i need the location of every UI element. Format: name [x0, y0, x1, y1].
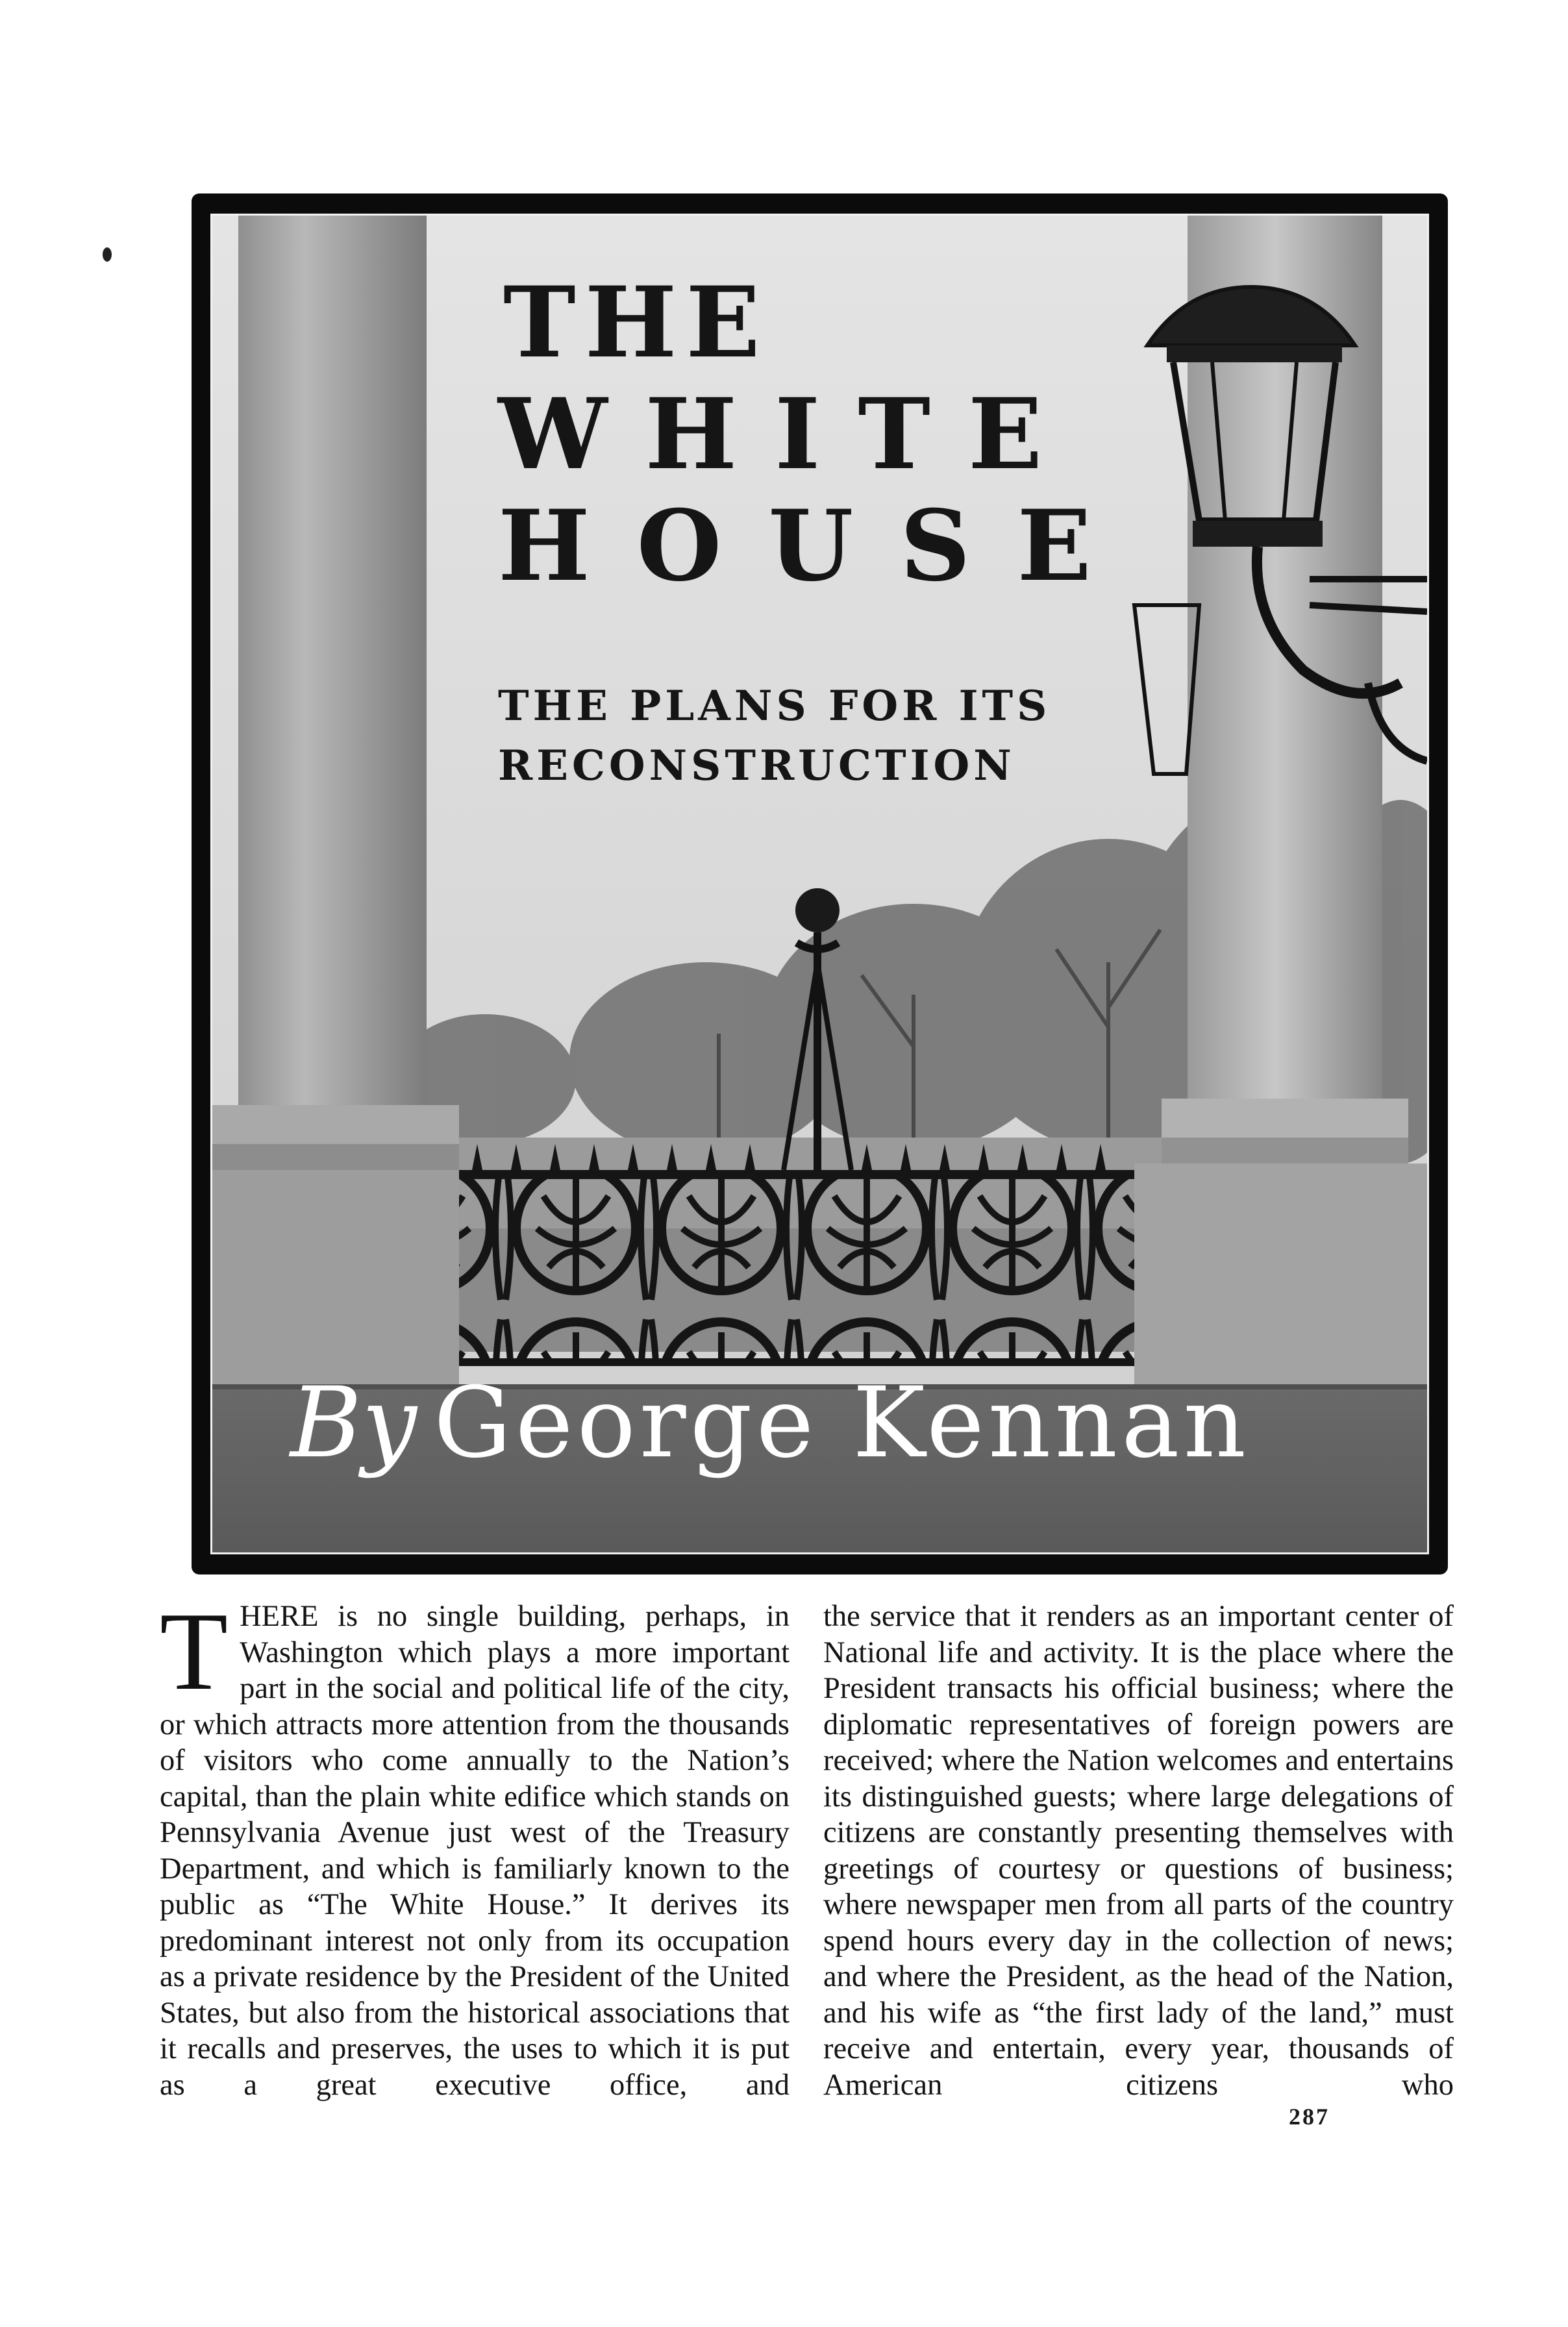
- article-text-left: HERE is no single building, perhaps, in Washington which plays a more important part in the social and political life of the city, or which attracts more attention from the thousands of visitors who come annually to the Nation’s capital, than the plain white edifice which stands on Pennsylvania Avenue just west of the Treasury Department, and which is familiarly known to the public as “The White House.” It derives its predominant interest not only from its occupation as a private residence by the President of the United States, but also from the historical associations that it recalls and preserves, the uses to which it is put as a great executive office, and: [160, 1600, 790, 2102]
- title-line-3: HOUSE: [498, 489, 1138, 603]
- article-text-right: the service that it renders as an important center of National life and activity. It is the place where the President transacts his official business; where the diplomatic representatives of foreign powers are received; where the Nation welcomes and entertains its distinguished guests; where large delegations of citizens are constantly presenting themselves with greetings of courtesy or questions of business; where newspaper men from all parts of the country spend hours every day in the collection of news; and where the President, as the head of the Nation, and his wife as “the first lady of the land,” must receive and entertain, every year, thousands of American citizens who: [823, 1600, 1454, 2102]
- illustration-frame: [192, 193, 1448, 1574]
- title-block: [498, 266, 1310, 790]
- title-line-1: THE: [503, 266, 769, 380]
- iron-railing: [459, 1144, 1134, 1366]
- left-column: [212, 216, 459, 1384]
- subtitle-line-1: THE PLANS FOR ITS: [498, 682, 1051, 730]
- page-speck: [103, 247, 112, 262]
- article-column-right: [823, 1599, 1454, 2103]
- illustration-panel: [212, 216, 1427, 1552]
- byline: [290, 1367, 1381, 1480]
- page-number: 287: [1289, 2104, 1330, 2130]
- article-column-left: [160, 1590, 790, 2103]
- byline-author: George Kennan: [433, 1367, 1251, 1480]
- title-line-2: WHITE: [498, 377, 1080, 492]
- subtitle-line-2: RECONSTRUCTION: [498, 741, 1015, 790]
- byline-by: By: [290, 1367, 417, 1480]
- drop-cap: T: [160, 1590, 229, 1713]
